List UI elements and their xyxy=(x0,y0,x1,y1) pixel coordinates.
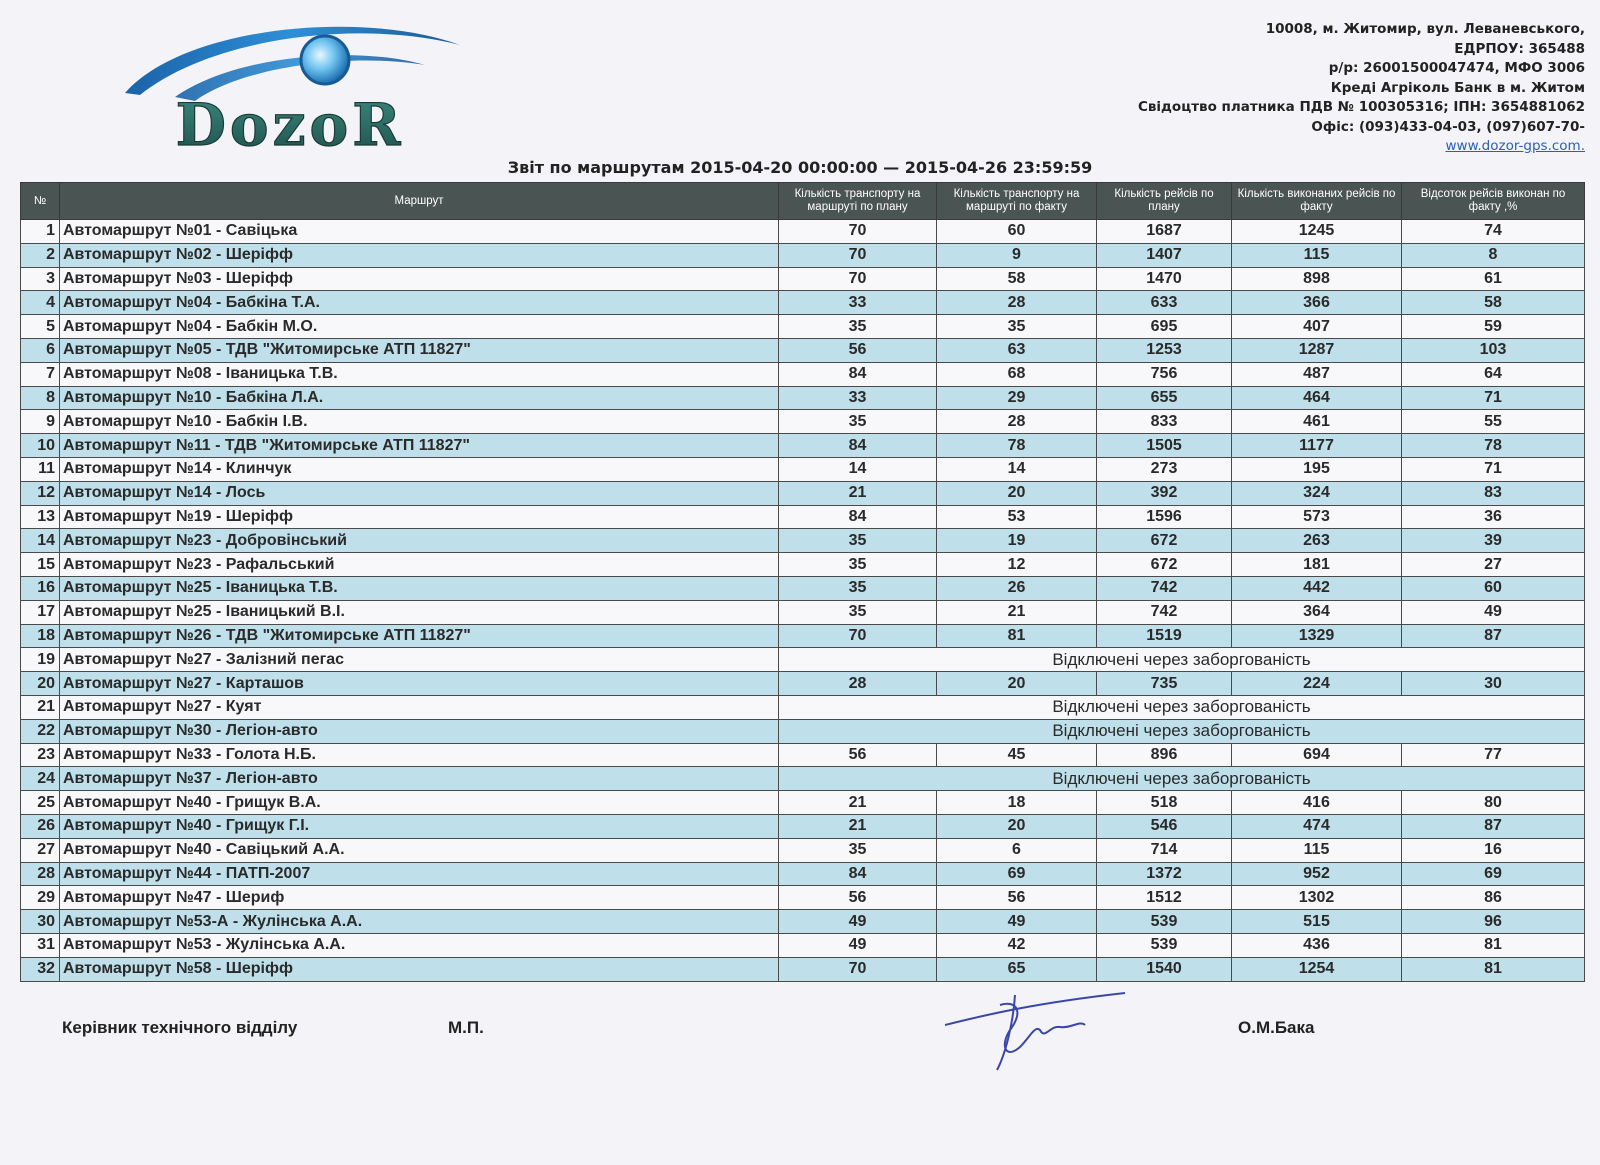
row-number: 29 xyxy=(21,886,60,910)
plan-trips: 695 xyxy=(1097,315,1232,339)
table-row xyxy=(21,791,1585,815)
plan-trips: 1505 xyxy=(1097,434,1232,458)
column-header-number: № xyxy=(21,183,60,220)
percent-done: 16 xyxy=(1402,838,1585,862)
percent-done: 30 xyxy=(1402,672,1585,696)
report-title: Звіт по маршрутам 2015-04-20 00:00:00 — 2015-04-26 23:59:59 xyxy=(507,158,1093,177)
column-header-plan-vehicles: Кількість транспорту на маршруті по плану xyxy=(779,183,937,220)
percent-done: 69 xyxy=(1402,862,1585,886)
fact-vehicles: 45 xyxy=(937,743,1097,767)
fact-trips: 181 xyxy=(1232,553,1402,577)
route-name: Автомаршрут №25 - Іваницька Т.В. xyxy=(60,576,779,600)
plan-trips: 539 xyxy=(1097,910,1232,934)
fact-vehicles: 18 xyxy=(937,791,1097,815)
route-name: Автомаршрут №02 - Шеріфф xyxy=(60,243,779,267)
plan-trips: 633 xyxy=(1097,291,1232,315)
table-row xyxy=(21,505,1585,529)
table-row xyxy=(21,838,1585,862)
percent-done: 36 xyxy=(1402,505,1585,529)
fact-trips: 224 xyxy=(1232,672,1402,696)
plan-vehicles: 35 xyxy=(779,600,937,624)
row-number: 14 xyxy=(21,529,60,553)
row-number: 10 xyxy=(21,434,60,458)
plan-trips: 1519 xyxy=(1097,624,1232,648)
route-name: Автомаршрут №33 - Голота Н.Б. xyxy=(60,743,779,767)
table-header-row xyxy=(21,183,1585,220)
plan-trips: 1253 xyxy=(1097,338,1232,362)
fact-trips: 1254 xyxy=(1232,957,1402,981)
plan-vehicles: 70 xyxy=(779,957,937,981)
row-number: 25 xyxy=(21,791,60,815)
fact-trips: 407 xyxy=(1232,315,1402,339)
company-contacts xyxy=(1065,20,1585,157)
fact-trips: 952 xyxy=(1232,862,1402,886)
position-title: Керівник технічного відділу xyxy=(62,1018,298,1037)
table-row xyxy=(21,862,1585,886)
row-number: 17 xyxy=(21,600,60,624)
percent-done: 86 xyxy=(1402,886,1585,910)
route-name: Автомаршрут №14 - Клинчук xyxy=(60,457,779,481)
plan-vehicles: 33 xyxy=(779,386,937,410)
percent-done: 81 xyxy=(1402,957,1585,981)
row-number: 5 xyxy=(21,315,60,339)
row-number: 28 xyxy=(21,862,60,886)
plan-vehicles: 84 xyxy=(779,434,937,458)
row-number: 4 xyxy=(21,291,60,315)
route-name: Автомаршрут №10 - Бабкін І.В. xyxy=(60,410,779,434)
plan-vehicles: 84 xyxy=(779,862,937,886)
table-row xyxy=(21,434,1585,458)
table-row xyxy=(21,886,1585,910)
table-row xyxy=(21,291,1585,315)
table-row xyxy=(21,529,1585,553)
fact-vehicles: 68 xyxy=(937,362,1097,386)
fact-trips: 1287 xyxy=(1232,338,1402,362)
fact-trips: 573 xyxy=(1232,505,1402,529)
plan-trips: 1470 xyxy=(1097,267,1232,291)
route-name: Автомаршрут №23 - Рафальський xyxy=(60,553,779,577)
fact-vehicles: 69 xyxy=(937,862,1097,886)
route-name: Автомаршрут №27 - Куят xyxy=(60,695,779,719)
fact-vehicles: 42 xyxy=(937,933,1097,957)
table-row xyxy=(21,695,1585,719)
row-number: 31 xyxy=(21,933,60,957)
fact-vehicles: 49 xyxy=(937,910,1097,934)
contact-line: Креді Агріколь Банк в м. Житом xyxy=(1330,79,1585,96)
route-name: Автомаршрут №53-А - Жулінська А.А. xyxy=(60,910,779,934)
fact-vehicles: 9 xyxy=(937,243,1097,267)
route-name: Автомаршрут №08 - Іваницька Т.В. xyxy=(60,362,779,386)
percent-done: 59 xyxy=(1402,315,1585,339)
fact-trips: 436 xyxy=(1232,933,1402,957)
plan-trips: 518 xyxy=(1097,791,1232,815)
route-name: Автомаршрут №27 - Карташов xyxy=(60,672,779,696)
percent-done: 55 xyxy=(1402,410,1585,434)
plan-vehicles: 49 xyxy=(779,933,937,957)
plan-vehicles: 49 xyxy=(779,910,937,934)
row-number: 20 xyxy=(21,672,60,696)
fact-trips: 416 xyxy=(1232,791,1402,815)
percent-done: 83 xyxy=(1402,481,1585,505)
plan-trips: 742 xyxy=(1097,576,1232,600)
fact-vehicles: 28 xyxy=(937,291,1097,315)
row-number: 11 xyxy=(21,457,60,481)
website-link[interactable]: www.dozor-gps.com. xyxy=(1445,138,1585,154)
fact-vehicles: 81 xyxy=(937,624,1097,648)
percent-done: 39 xyxy=(1402,529,1585,553)
fact-trips: 461 xyxy=(1232,410,1402,434)
route-name: Автомаршрут №30 - Легіон-авто xyxy=(60,719,779,743)
route-name: Автомаршрут №05 - ТДВ "Житомирське АТП 11827" xyxy=(60,338,779,362)
stamp-place: М.П. xyxy=(448,1018,484,1037)
plan-trips: 896 xyxy=(1097,743,1232,767)
fact-trips: 324 xyxy=(1232,481,1402,505)
plan-vehicles: 35 xyxy=(779,315,937,339)
fact-trips: 1177 xyxy=(1232,434,1402,458)
percent-done: 78 xyxy=(1402,434,1585,458)
plan-trips: 546 xyxy=(1097,814,1232,838)
table-row xyxy=(21,362,1585,386)
route-name: Автомаршрут №27 - Залізний пегас xyxy=(60,648,779,672)
plan-trips: 392 xyxy=(1097,481,1232,505)
disabled-note: Відключені через заборгованість xyxy=(779,648,1585,672)
disabled-note: Відключені через заборгованість xyxy=(779,695,1585,719)
table-row xyxy=(21,743,1585,767)
table-row xyxy=(21,386,1585,410)
plan-trips: 756 xyxy=(1097,362,1232,386)
route-name: Автомаршрут №10 - Бабкіна Л.А. xyxy=(60,386,779,410)
row-number: 24 xyxy=(21,767,60,791)
percent-done: 61 xyxy=(1402,267,1585,291)
table-row xyxy=(21,910,1585,934)
row-number: 22 xyxy=(21,719,60,743)
row-number: 27 xyxy=(21,838,60,862)
fact-vehicles: 20 xyxy=(937,672,1097,696)
row-number: 15 xyxy=(21,553,60,577)
plan-vehicles: 84 xyxy=(779,505,937,529)
fact-vehicles: 14 xyxy=(937,457,1097,481)
dozor-logo xyxy=(65,15,515,155)
fact-trips: 366 xyxy=(1232,291,1402,315)
plan-vehicles: 35 xyxy=(779,838,937,862)
row-number: 21 xyxy=(21,695,60,719)
percent-done: 58 xyxy=(1402,291,1585,315)
table-row xyxy=(21,457,1585,481)
row-number: 32 xyxy=(21,957,60,981)
fact-vehicles: 20 xyxy=(937,814,1097,838)
fact-trips: 898 xyxy=(1232,267,1402,291)
row-number: 19 xyxy=(21,648,60,672)
row-number: 23 xyxy=(21,743,60,767)
table-row xyxy=(21,933,1585,957)
plan-vehicles: 56 xyxy=(779,886,937,910)
brand-name: DozoR xyxy=(175,91,405,155)
fact-trips: 515 xyxy=(1232,910,1402,934)
plan-vehicles: 56 xyxy=(779,338,937,362)
row-number: 1 xyxy=(21,220,60,244)
plan-vehicles: 14 xyxy=(779,457,937,481)
fact-vehicles: 6 xyxy=(937,838,1097,862)
row-number: 26 xyxy=(21,814,60,838)
routes-table xyxy=(20,182,1585,982)
percent-done: 77 xyxy=(1402,743,1585,767)
table-row xyxy=(21,957,1585,981)
route-name: Автомаршрут №44 - ПАТП-2007 xyxy=(60,862,779,886)
plan-vehicles: 70 xyxy=(779,220,937,244)
fact-vehicles: 12 xyxy=(937,553,1097,577)
percent-done: 74 xyxy=(1402,220,1585,244)
fact-vehicles: 28 xyxy=(937,410,1097,434)
fact-vehicles: 20 xyxy=(937,481,1097,505)
fact-vehicles: 26 xyxy=(937,576,1097,600)
percent-done: 71 xyxy=(1402,386,1585,410)
fact-trips: 1302 xyxy=(1232,886,1402,910)
table-row xyxy=(21,767,1585,791)
percent-done: 80 xyxy=(1402,791,1585,815)
plan-vehicles: 33 xyxy=(779,291,937,315)
route-name: Автомаршрут №47 - Шериф xyxy=(60,886,779,910)
table-row xyxy=(21,553,1585,577)
plan-vehicles: 21 xyxy=(779,814,937,838)
table-row xyxy=(21,814,1585,838)
table-row xyxy=(21,243,1585,267)
route-name: Автомаршрут №40 - Грищук В.А. xyxy=(60,791,779,815)
plan-vehicles: 70 xyxy=(779,624,937,648)
plan-vehicles: 35 xyxy=(779,529,937,553)
column-header-percent: Відсоток рейсів виконан по факту ,% xyxy=(1402,183,1585,220)
percent-done: 49 xyxy=(1402,600,1585,624)
table-row xyxy=(21,576,1585,600)
fact-trips: 115 xyxy=(1232,243,1402,267)
table-body xyxy=(21,220,1585,982)
route-name: Автомаршрут №03 - Шеріфф xyxy=(60,267,779,291)
fact-trips: 263 xyxy=(1232,529,1402,553)
percent-done: 87 xyxy=(1402,624,1585,648)
plan-trips: 1687 xyxy=(1097,220,1232,244)
plan-trips: 672 xyxy=(1097,553,1232,577)
percent-done: 103 xyxy=(1402,338,1585,362)
row-number: 16 xyxy=(21,576,60,600)
fact-vehicles: 63 xyxy=(937,338,1097,362)
plan-trips: 1372 xyxy=(1097,862,1232,886)
row-number: 13 xyxy=(21,505,60,529)
route-name: Автомаршрут №25 - Іваницький В.І. xyxy=(60,600,779,624)
plan-trips: 273 xyxy=(1097,457,1232,481)
contact-line: 10008, м. Житомир, вул. Леваневського, xyxy=(1265,21,1585,37)
plan-trips: 1512 xyxy=(1097,886,1232,910)
route-name: Автомаршрут №58 - Шеріфф xyxy=(60,957,779,981)
plan-vehicles: 70 xyxy=(779,243,937,267)
table-row xyxy=(21,648,1585,672)
column-header-fact-trips: Кількість виконаних рейсів по факту xyxy=(1232,183,1402,220)
column-header-route: Маршрут xyxy=(60,183,779,220)
plan-vehicles: 84 xyxy=(779,362,937,386)
fact-vehicles: 60 xyxy=(937,220,1097,244)
fact-trips: 115 xyxy=(1232,838,1402,862)
table-row xyxy=(21,220,1585,244)
table-row xyxy=(21,481,1585,505)
route-name: Автомаршрут №01 - Савіцька xyxy=(60,220,779,244)
percent-done: 8 xyxy=(1402,243,1585,267)
route-name: Автомаршрут №40 - Грищук Г.І. xyxy=(60,814,779,838)
route-name: Автомаршрут №14 - Лось xyxy=(60,481,779,505)
contact-line: Офіс: (093)433-04-03, (097)607-70- xyxy=(1311,118,1585,135)
row-number: 6 xyxy=(21,338,60,362)
table-row xyxy=(21,267,1585,291)
plan-trips: 672 xyxy=(1097,529,1232,553)
fact-trips: 442 xyxy=(1232,576,1402,600)
plan-vehicles: 21 xyxy=(779,481,937,505)
percent-done: 60 xyxy=(1402,576,1585,600)
plan-vehicles: 35 xyxy=(779,410,937,434)
fact-vehicles: 56 xyxy=(937,886,1097,910)
plan-vehicles: 70 xyxy=(779,267,937,291)
plan-trips: 735 xyxy=(1097,672,1232,696)
table-row xyxy=(21,600,1585,624)
fact-vehicles: 29 xyxy=(937,386,1097,410)
table-row xyxy=(21,719,1585,743)
plan-vehicles: 35 xyxy=(779,553,937,577)
handwritten-signature xyxy=(945,985,1135,1075)
plan-vehicles: 21 xyxy=(779,791,937,815)
plan-trips: 833 xyxy=(1097,410,1232,434)
route-name: Автомаршрут №04 - Бабкіна Т.А. xyxy=(60,291,779,315)
plan-trips: 1407 xyxy=(1097,243,1232,267)
fact-vehicles: 21 xyxy=(937,600,1097,624)
row-number: 30 xyxy=(21,910,60,934)
plan-trips: 1596 xyxy=(1097,505,1232,529)
fact-vehicles: 53 xyxy=(937,505,1097,529)
contact-line: Свідоцтво платника ПДВ № 100305316; ІПН: 3654881062 xyxy=(1137,99,1585,115)
table-row xyxy=(21,672,1585,696)
route-name: Автомаршрут №53 - Жулінська А.А. xyxy=(60,933,779,957)
percent-done: 87 xyxy=(1402,814,1585,838)
fact-trips: 464 xyxy=(1232,386,1402,410)
plan-trips: 714 xyxy=(1097,838,1232,862)
row-number: 18 xyxy=(21,624,60,648)
fact-vehicles: 19 xyxy=(937,529,1097,553)
percent-done: 64 xyxy=(1402,362,1585,386)
fact-trips: 1329 xyxy=(1232,624,1402,648)
plan-vehicles: 28 xyxy=(779,672,937,696)
table-row xyxy=(21,338,1585,362)
fact-trips: 487 xyxy=(1232,362,1402,386)
signer-name: О.М.Бака xyxy=(1238,1018,1315,1037)
fact-trips: 694 xyxy=(1232,743,1402,767)
route-name: Автомаршрут №04 - Бабкін М.О. xyxy=(60,315,779,339)
fact-trips: 474 xyxy=(1232,814,1402,838)
plan-trips: 655 xyxy=(1097,386,1232,410)
table-row xyxy=(21,315,1585,339)
contact-line: р/р: 26001500047474, МФО 3006 xyxy=(1328,60,1585,76)
plan-vehicles: 35 xyxy=(779,576,937,600)
fact-vehicles: 58 xyxy=(937,267,1097,291)
plan-trips: 1540 xyxy=(1097,957,1232,981)
percent-done: 81 xyxy=(1402,933,1585,957)
route-name: Автомаршрут №11 - ТДВ "Житомирське АТП 11827" xyxy=(60,434,779,458)
eye-icon xyxy=(125,27,460,101)
row-number: 7 xyxy=(21,362,60,386)
plan-vehicles: 56 xyxy=(779,743,937,767)
route-name: Автомаршрут №37 - Легіон-авто xyxy=(60,767,779,791)
percent-done: 96 xyxy=(1402,910,1585,934)
table-row xyxy=(21,624,1585,648)
route-name: Автомаршрут №26 - ТДВ "Житомирське АТП 11827" xyxy=(60,624,779,648)
contact-line: ЕДРПОУ: 365488 xyxy=(1454,40,1585,57)
disabled-note: Відключені через заборгованість xyxy=(779,719,1585,743)
plan-trips: 539 xyxy=(1097,933,1232,957)
route-name: Автомаршрут №19 - Шеріфф xyxy=(60,505,779,529)
row-number: 8 xyxy=(21,386,60,410)
fact-vehicles: 78 xyxy=(937,434,1097,458)
row-number: 9 xyxy=(21,410,60,434)
table-row xyxy=(21,410,1585,434)
route-name: Автомаршрут №23 - Добровінський xyxy=(60,529,779,553)
fact-trips: 364 xyxy=(1232,600,1402,624)
row-number: 3 xyxy=(21,267,60,291)
route-name: Автомаршрут №40 - Савіцький А.А. xyxy=(60,838,779,862)
plan-trips: 742 xyxy=(1097,600,1232,624)
percent-done: 27 xyxy=(1402,553,1585,577)
fact-vehicles: 35 xyxy=(937,315,1097,339)
fact-trips: 195 xyxy=(1232,457,1402,481)
fact-trips: 1245 xyxy=(1232,220,1402,244)
percent-done: 71 xyxy=(1402,457,1585,481)
row-number: 12 xyxy=(21,481,60,505)
column-header-fact-vehicles: Кількість транспорту на маршруті по факту xyxy=(937,183,1097,220)
fact-vehicles: 65 xyxy=(937,957,1097,981)
row-number: 2 xyxy=(21,243,60,267)
disabled-note: Відключені через заборгованість xyxy=(779,767,1585,791)
column-header-plan-trips: Кількість рейсів по плану xyxy=(1097,183,1232,220)
